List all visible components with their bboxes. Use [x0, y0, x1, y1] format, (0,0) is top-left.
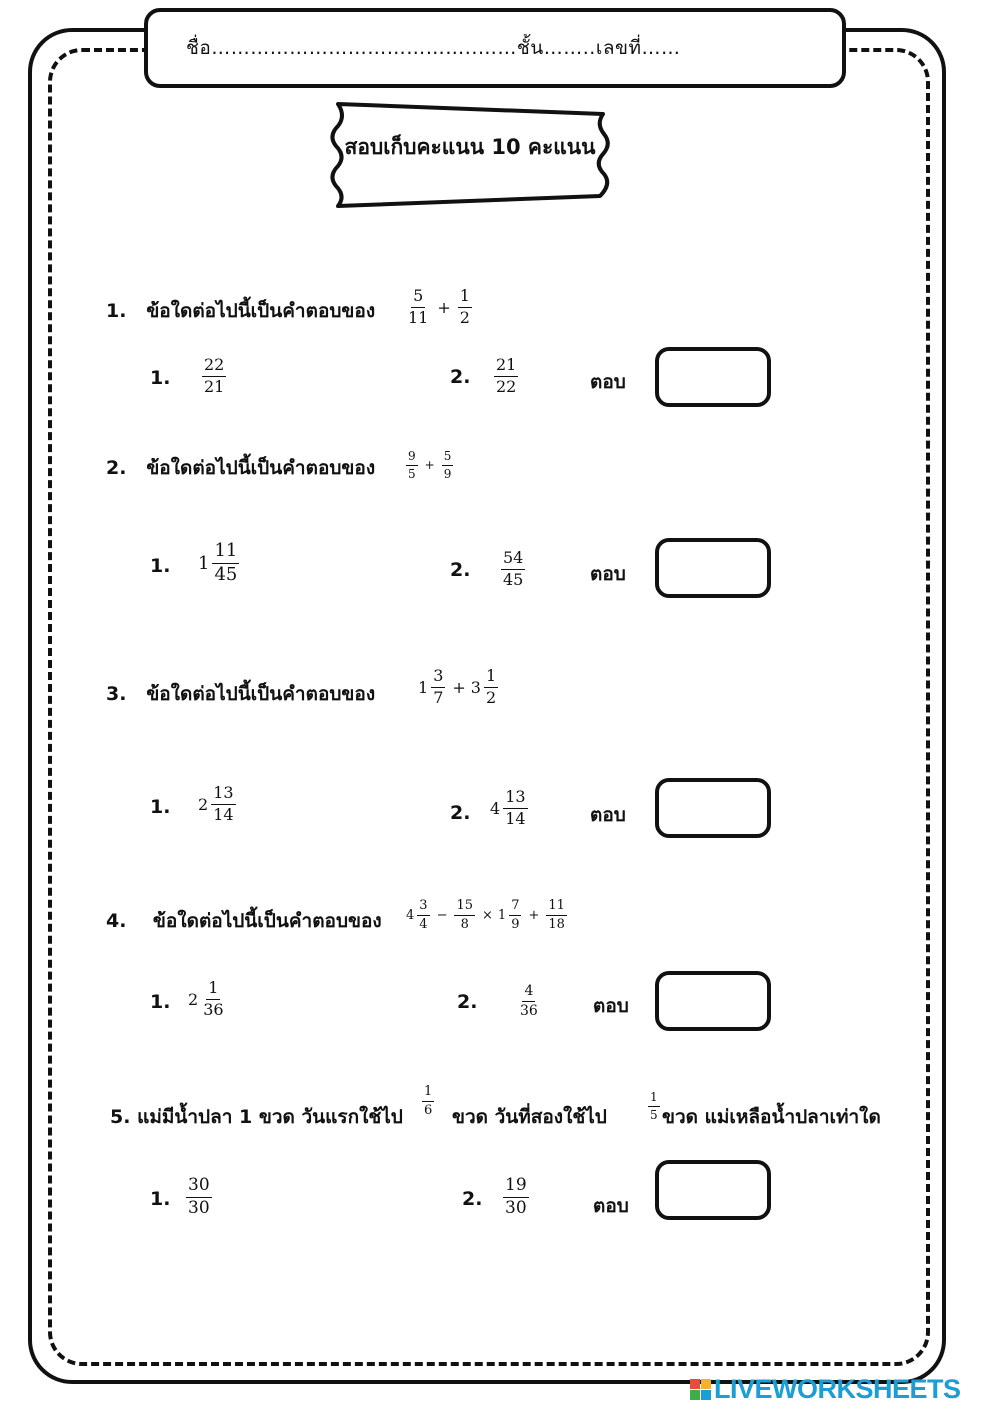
option-label: 2.	[457, 991, 478, 1013]
answer-box-5[interactable]	[655, 1160, 771, 1220]
question-3-prompt	[106, 679, 375, 709]
question-5-fraction-b: $\frac{1}{5}$	[650, 1090, 658, 1122]
liveworksheets-logo	[690, 1374, 961, 1405]
answer-box-1[interactable]	[655, 347, 771, 407]
option-1-value[interactable]: 2 $\frac{1}{36}$	[188, 978, 224, 1019]
question-number: 3.	[106, 683, 127, 705]
option-2-value[interactable]: $\frac{4}{36}$	[520, 983, 538, 1019]
option-1-value[interactable]: 1 $\frac{11}{45}$	[198, 540, 238, 585]
question-text: ข้อใดต่อไปนี้เป็นคำตอบของ	[152, 910, 382, 932]
question-text: ข้อใดต่อไปนี้เป็นคำตอบของ	[146, 683, 376, 705]
answer-label: ตอบ	[593, 995, 629, 1017]
option-label: 2.	[450, 366, 471, 388]
question-5-text-c: ขวด แม่เหลือน้ำปลาเท่าใด	[662, 1106, 881, 1128]
option-label: 1.	[150, 1188, 171, 1210]
fraction: $\frac{5}{11}$	[408, 286, 429, 327]
operator: +	[437, 297, 451, 317]
question-4-expression: 4 $\frac{3}{4}$ − $\frac{15}{8}$ × 1 $\frac{7}{9}$ + $\frac{11}{18}$	[406, 898, 565, 932]
watermark-text: LIVEWORKSHEETS	[714, 1374, 961, 1404]
answer-label: ตอบ	[590, 371, 626, 393]
question-text: ข้อใดต่อไปนี้เป็นคำตอบของ	[146, 300, 376, 322]
option-label: 2.	[462, 1188, 483, 1210]
option-label: 2.	[450, 802, 471, 824]
question-number: 2.	[106, 457, 127, 479]
page-title: สอบเก็บคะแนน 10 คะแนน	[344, 135, 596, 159]
option-label: 1.	[150, 555, 171, 577]
question-2-expression: $\frac{9}{5}$ + $\frac{5}{9}$	[408, 449, 452, 481]
answer-box-2[interactable]	[655, 538, 771, 598]
option-label: 1.	[150, 991, 171, 1013]
answer-label: ตอบ	[593, 1195, 629, 1217]
option-2-value[interactable]: $\frac{54}{45}$	[503, 548, 524, 589]
question-1-prompt	[106, 296, 375, 326]
answer-box-4[interactable]	[655, 971, 771, 1031]
question-number: 4.	[106, 910, 127, 932]
question-number: 1.	[106, 300, 127, 322]
question-5-text-b: ขวด วันที่สองใช้ไป	[452, 1106, 607, 1128]
answer-label: ตอบ	[590, 563, 626, 585]
option-2-value[interactable]: $\frac{21}{22}$	[496, 355, 517, 396]
option-1-value[interactable]: $\frac{30}{30}$	[188, 1175, 210, 1218]
question-5-fraction-a: $\frac{1}{6}$	[424, 1084, 433, 1118]
question-text: แม่มีน้ำปลา 1 ขวด วันแรกใช้ไป	[137, 1106, 403, 1128]
option-1-value[interactable]: 2 $\frac{13}{14}$	[198, 783, 234, 824]
question-text: ข้อใดต่อไปนี้เป็นคำตอบของ	[146, 457, 376, 479]
question-4-prompt	[106, 906, 382, 936]
option-label: 1.	[150, 367, 171, 389]
question-3-expression: 1 $\frac{3}{7}$ + 3 $\frac{1}{2}$	[418, 666, 497, 707]
question-number: 5.	[110, 1106, 131, 1128]
option-2-value[interactable]: $\frac{19}{30}$	[505, 1175, 527, 1218]
option-label: 2.	[450, 559, 471, 581]
logo-tiles-icon	[690, 1379, 711, 1400]
option-label: 1.	[150, 796, 171, 818]
question-2-prompt	[106, 453, 375, 483]
student-info-line[interactable]: ชื่อ…………………………………..……ชั้น……..เลขที่……	[144, 8, 846, 88]
fraction: $\frac{1}{2}$	[459, 286, 470, 327]
question-5-prompt	[110, 1102, 403, 1132]
option-1-value[interactable]: $\frac{22}{21}$	[204, 355, 225, 396]
option-2-value[interactable]: 4 $\frac{13}{14}$	[490, 787, 526, 828]
question-1-expression	[404, 288, 474, 327]
answer-box-3[interactable]	[655, 778, 771, 838]
answer-label: ตอบ	[590, 804, 626, 826]
